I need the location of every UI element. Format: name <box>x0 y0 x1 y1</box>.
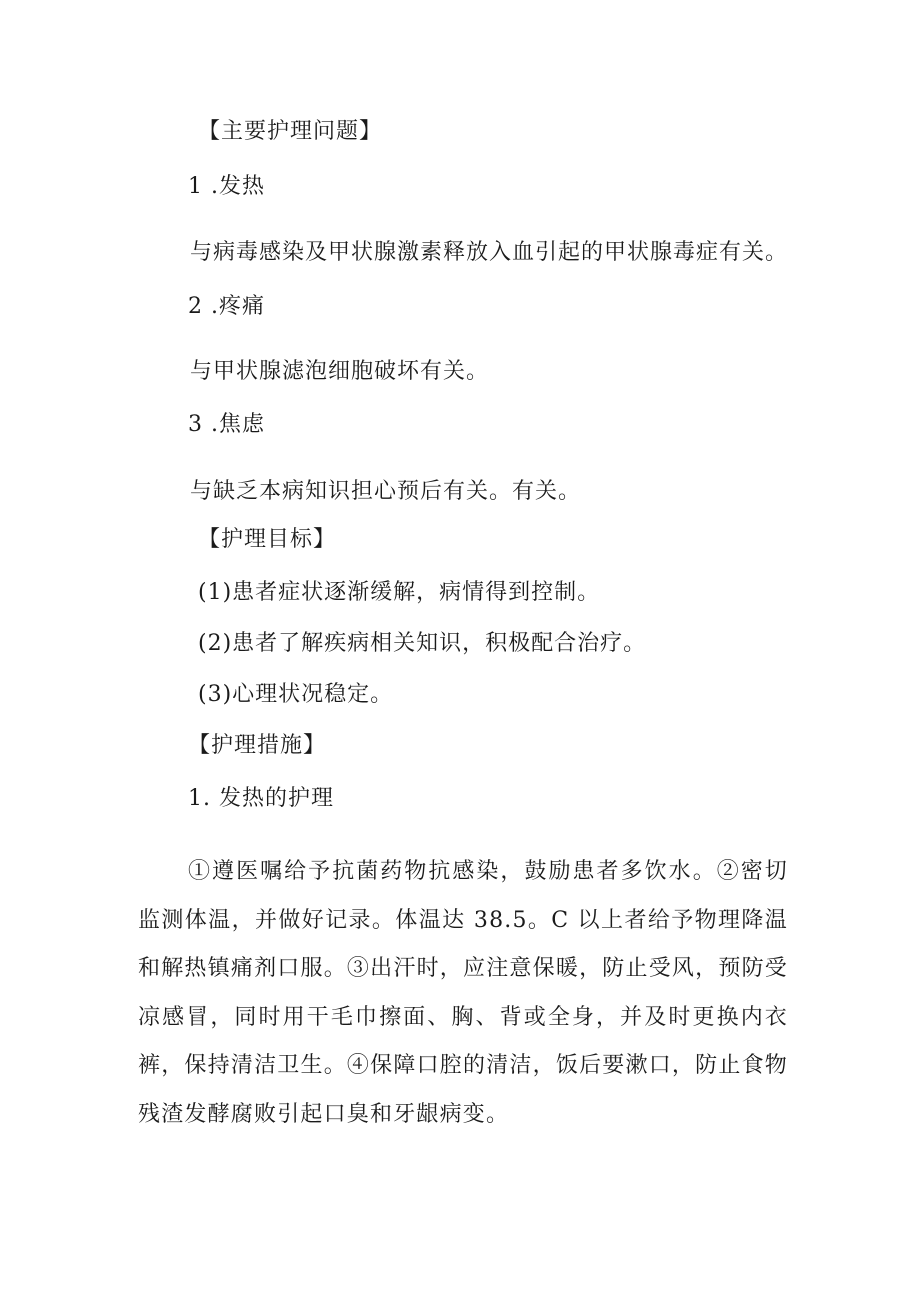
goal-item-2: (2)患者了解疾病相关知识，积极配合治疗。 <box>198 631 647 656</box>
measure-1-body: ①遵医嘱给予抗菌药物抗感染，鼓励患者多饮水。②密切监测体温，并做好记录。体温达 38.5。C 以上者给予物理降温和解热镇痛剂口服。③出汗时，应注意保暖，防止受风，预防受凉感冒，同时用干毛巾擦面、胸、背或全身，并及时更换内衣裤，保持清洁卫生。④保障口腔的清洁，饭后要漱口，防止食物残渣发酵腐败引起口臭和牙龈病变。 <box>138 859 788 1127</box>
problem-1-title: 1 .发热 <box>188 174 265 199</box>
problem-1-description: 与病毒感染及甲状腺激素释放入血引起的甲状腺毒症有关。 <box>190 240 789 265</box>
goal-item-1: (1)患者症状逐渐缓解，病情得到控制。 <box>198 580 601 605</box>
section-heading-nursing-goals: 【护理目标】 <box>198 527 337 552</box>
problem-3-description: 与缺乏本病知识担心预后有关。有关。 <box>190 479 582 504</box>
problem-3-title: 3 .焦虑 <box>188 412 265 437</box>
section-heading-main-problems: 【主要护理问题】 <box>198 119 383 144</box>
problem-2-description: 与甲状腺滤泡细胞破坏有关。 <box>190 359 490 384</box>
goal-item-3: (3)心理状况稳定。 <box>198 682 394 707</box>
measure-1-title: 1. 发热的护理 <box>188 786 334 811</box>
problem-2-title: 2 .疼痛 <box>188 294 265 319</box>
section-heading-nursing-measures: 【护理措施】 <box>188 733 327 758</box>
